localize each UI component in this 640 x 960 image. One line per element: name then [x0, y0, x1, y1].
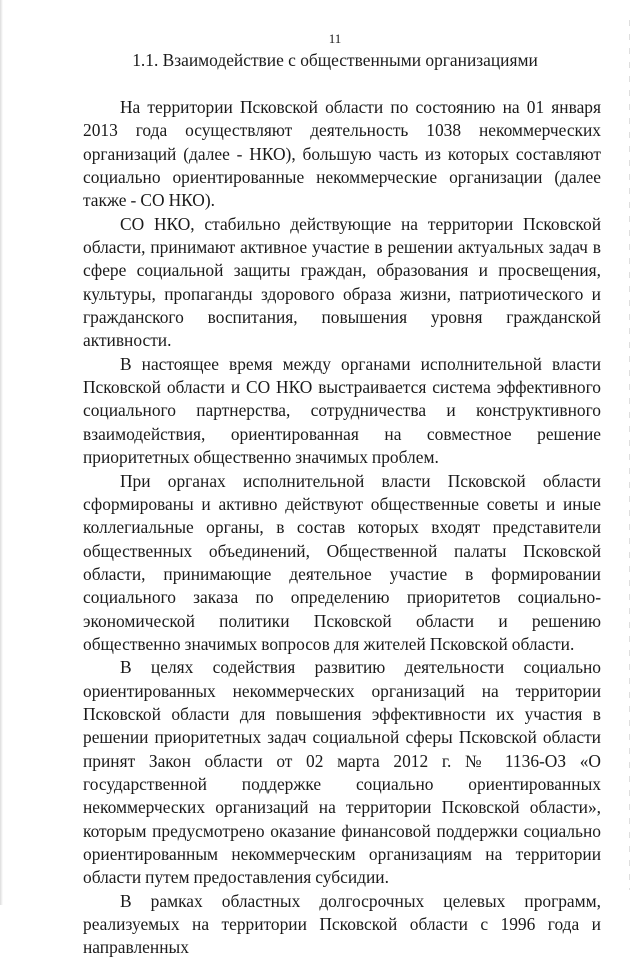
- paragraph: При органах исполнительной власти Псковской области сформированы и активно действуют общественные советы и иные коллегиальные органы, в состав которых входят представители общественных объединений, Общественной палаты Псковской области, принимающие деятельное участие в формировании социального заказа по определению приоритетов социально-экономической политики Псковской области и решению общественно значимых вопросов для жителей Псковской области.: [83, 470, 601, 654]
- paragraph: В целях содействия развитию деятельности социально ориентированных некоммерческих организаций на территории Псковской области для повышения эффективности их участия в решении приоритетных задач социальной сферы Псковской области принят Закон области от 02 марта 2012 г. № 1136-ОЗ «О государственной поддержке социально ориентированных некоммерческих организаций на территории Псковской области», которым предусмотрено оказание финансовой поддержки социально ориентированным некоммерческим организациям на территории области путем предоставления субсидии.: [83, 657, 601, 888]
- scan-edge-shadow: [0, 0, 3, 905]
- page-number: 11: [328, 31, 342, 46]
- section-heading: 1.1. Взаимодействие с общественными организациями: [132, 50, 538, 70]
- paragraph: На территории Псковской области по состоянию на 01 января 2013 года осуществляют деятельность 1038 некоммерческих организаций (далее - НКО), большую часть из которых составляют социально ориентированные некоммерческие организации (далее также - СО НКО).: [83, 97, 601, 211]
- scan-edge-artifact: [629, 20, 630, 890]
- paragraph: В настоящее время между органами исполнительной власти Псковской области и СО НКО выстраивается система эффективного социального партнерства, сотрудничества и конструктивного взаимодействия, ориентированная на совместное решение приоритетных общественно значимых проблем.: [83, 353, 601, 468]
- paragraph: СО НКО, стабильно действующие на территории Псковской области, принимают активное участие в решении актуальных задач в сфере социальной защиты граждан, образования и просвещения, культуры, пропаганды здорового образа жизни, патриотического и гражданского воспитания, повышения уровня гражданской активности.: [83, 213, 601, 351]
- body-text: [83, 96, 601, 960]
- paragraph: В рамках областных долгосрочных целевых программ, реализуемых на территории Псковской области с 1996 года и направленных: [83, 890, 601, 958]
